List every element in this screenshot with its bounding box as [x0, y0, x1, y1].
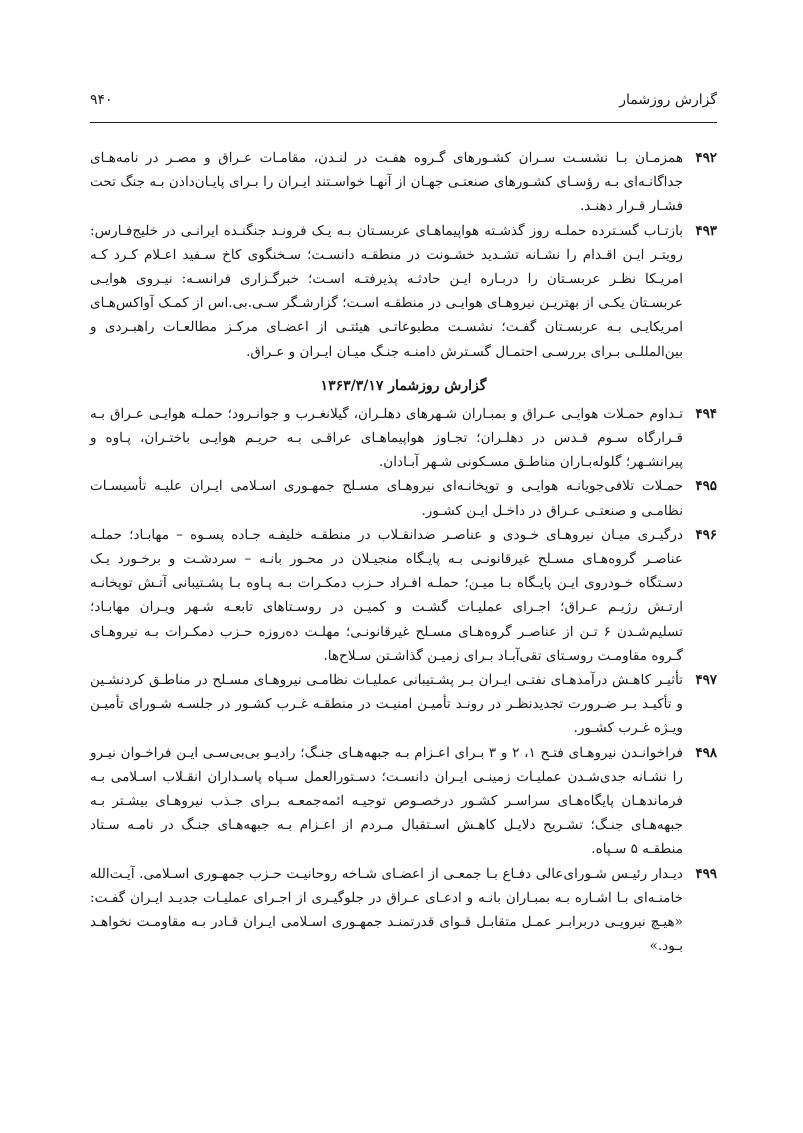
entry: [90, 402, 717, 475]
entry-number: ۴۹۶: [695, 526, 717, 543]
entry: [90, 219, 717, 364]
entry-text: حمـلات تلافی‌جویانـه هوایـی و توپخانـه‌ای نیروهـای مسـلح جمهـوری اسـلامی ایـران علیـه تأسیسـات نظامـی و صنعتـی عـراق در داخـل ایـن کشـور.: [90, 478, 683, 519]
entry-number: ۴۹۵: [695, 478, 717, 495]
entry-text: فراخوانـدن نیروهـای فتـح ۱، ۲ و ۳ بـرای اعـزام بـه جبهه‌هـای جنـگ؛ رادیـو بی‌بی‌سـی ایـن فراخـوان نیـرو را نشـانه جدی‌شـدن عملیـات زمینـی ایـران دانسـت؛ دسـتورالعمل سـپاه پاسـداران انقـلاب اسـلامی بـه فرماندهـان پایگاه‌هـای سراسـر کشـور درخصـوص توجیـه ائمه‌جمعـه بـرای جـذب نیروهـای بیشـتر بـه جبهه‌هـای جنـگ؛ تشـریح دلایـل کاهـش اسـتقبال مـردم از اعـزام بـه جبهه‌هـای جنـگ در نامـه سـتاد منطقـه ۵ سـپاه.: [90, 744, 683, 858]
entry-text: تأثیـر کاهـش درآمدهـای نفتـی ایـران بـر پشـتیبانی عملیـات نظامـی نیروهـای مسـلح در مناطـق کردنشـین و تأکیـد بـر ضـرورت تجدیدنظـر در رونـد تأمیـن امنیـت در منطقـه غـرب کشـور در جلسـه شـورای تأمیـن ویـژه غـرب کشـور.: [90, 672, 683, 737]
entry: [90, 741, 717, 862]
entry: [90, 862, 717, 959]
running-header: [90, 88, 717, 112]
entry-text: بازتـاب گسـترده حملـه روز گذشـته هواپیماهـای عربسـتان بـه یـک فرونـد جنگنـده ایرانـی در خلیج‌فـارس: رویتـر ایـن اقـدام را نشـانه تشـدید خشـونت در منطقـه دانسـت؛ سـخنگوی کاخ سـفید اعـلام کـرد کـه امریـکا نظـر عربسـتان را دربـاره ایـن حادثـه پذیرفتـه اسـت؛ خبرگـزاری فرانسـه: نیـروی هوایـی عربسـتان یکـی از بهتریـن نیروهـای هوایـی در منطقـه اسـت؛ گزارشـگر سـی.بی.اس از کمـک آواکس‌هـای امریکایـی بـه عربسـتان گفـت؛ نشسـت مطبوعاتـی هیئتـی از اعضـای مرکـز مطالعـات راهبـردی و بین‌المللـی بـرای بررسـی احتمـال گسـترش دامنـه جنـگ میـان ایـران و عـراق.: [90, 222, 683, 360]
entry: [90, 474, 717, 522]
header-divider: [90, 122, 717, 123]
entry-text: تـداوم حمـلات هوایـی عـراق و بمبـاران شـهرهای دهلـران، گیلانغـرب و جوانـرود؛ حملـه هوایـی عـراق بـه قـرارگاه سـوم قـدس در دهلـران؛ تجـاوز هواپیماهـای عراقـی بـه حریـم هوایـی باختـران، پـاوه و پیرانشـهر؛ گلوله‌بـاران مناطـق مسـکونی شـهر آبـادان.: [90, 405, 683, 471]
entry-number: ۴۹۲: [695, 150, 717, 166]
section-heading: گزارش روزشمار ۱۳۶۳/۳/۱۷: [320, 377, 487, 394]
entry-text: دیـدار رئیـس شـورای‌عالی دفـاع بـا جمعـی از اعضـای شـاخه روحانیـت حـزب جمهـوری اسـلامی. آیـت‌الله خامنـه‌ای بـا اشـاره بـه بمبـاران بانـه و ادعـای عـراق در جلوگیـری از اجـرای عملیـات جدیـد ایـران گفـت: «هیـچ نیرویـی دربرابـر عمـل متقابـل قـوای قدرتمنـد جمهـوری اسـلامی ایـران قـادر بـه مقاومـت نخواهـد بـود.»: [90, 865, 683, 955]
entry: [90, 668, 717, 741]
entry: [90, 523, 717, 668]
entry-number: ۴۹۹: [695, 865, 717, 882]
entry-number: ۴۹۴: [695, 405, 717, 422]
page-body: [90, 146, 717, 959]
entry-text: درگیـری میـان نیروهـای خـودی و عناصـر ضدانقـلاب در منطقـه خلیفـه جـاده پسـوه – مهابـاد؛ حملـه عناصـر گروه‌هـای مسـلح غیرقانونـی بـه پایـگاه منجیـلان در محـور بانـه – سردشـت و برخـورد یـک دسـتگاه خـودروی ایـن پایـگاه بـا میـن؛ حملـه افـراد حـزب دمکـرات بـه پـاوه بـا پشـتیبانی آتـش توپخانـه ارتـش رژیـم عـراق؛ اجـرای عملیـات گشـت و کمیـن در روسـتاهای تابعـه شـهر ویـران مهابـاد؛ تسلیم‌شـدن ۶ تـن از عناصـر گروه‌هـای مسـلح غیرقانونـی؛ مهلـت ده‌روزه حـزب دمکـرات بـه نیروهـای گـروه مقاومـت روسـتای تقی‌آبـاد بـرای زمیـن گذاشـتن سـلاح‌ها.: [90, 526, 683, 664]
entry-number: ۴۹۳: [695, 222, 717, 239]
running-title: گزارش روزشمار: [619, 92, 717, 108]
entry: [90, 146, 717, 219]
entry-number: ۴۹۷: [695, 672, 717, 689]
page-number: ۹۴۰: [90, 92, 113, 108]
entry-text: همزمـان بـا نشسـت سـران کشـورهای گـروه هفـت در لنـدن، مقامـات عـراق و مصـر در نامه‌هـای جداگانـه‌ای بـه رؤسـای کشـورهای صنعتـی جهـان از آنهـا خواسـتند ایـران را بـرای پایـان‌دادن بـه جنگ تحت فشـار قـرار دهنـد.: [90, 150, 683, 215]
document-page: [90, 0, 717, 1133]
entry-number: ۴۹۸: [695, 744, 717, 761]
